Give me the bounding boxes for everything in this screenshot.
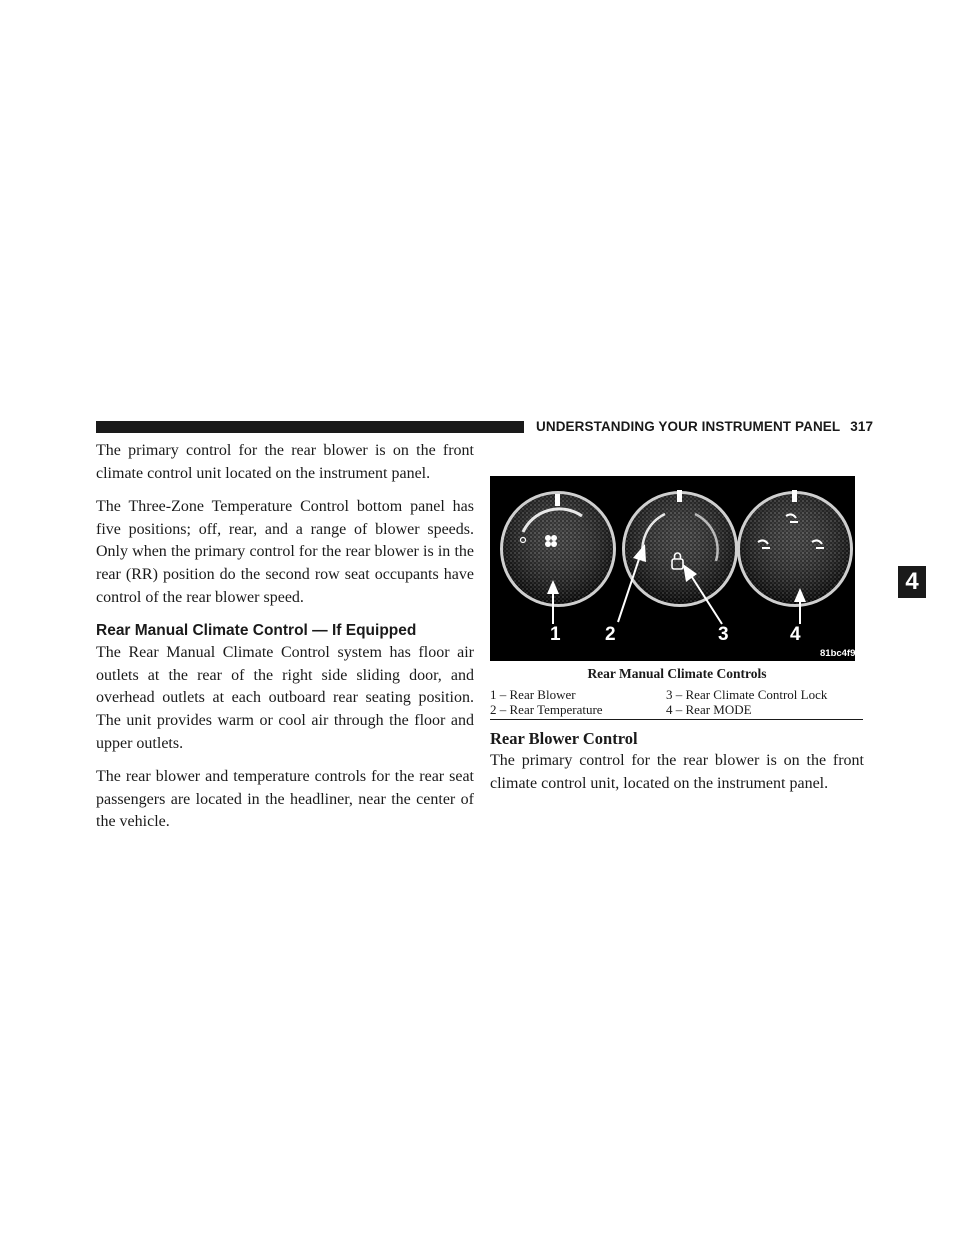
mode-knob	[737, 490, 853, 607]
blower-knob	[500, 491, 616, 607]
section-heading: Rear Manual Climate Control — If Equipped	[96, 622, 417, 640]
callout-3: 3	[718, 624, 729, 645]
climate-controls-figure	[490, 476, 861, 661]
running-header	[536, 419, 873, 434]
legend-item: 4 – Rear MODE	[666, 701, 752, 717]
legend-item: 2 – Rear Temperature	[490, 701, 603, 717]
paragraph: The primary control for the rear blower is on the front climate control unit, located on the instrument panel.	[490, 752, 864, 792]
figure-code: 81bc4f92	[820, 648, 861, 659]
right-column	[490, 728, 864, 806]
figure-caption: Rear Manual Climate Controls	[587, 666, 767, 681]
paragraph: The Rear Manual Climate Control system has floor air outlets at the rear of the right side sliding door, and overhead outlets at each outboard rear seating position. The unit provides warm or cool air through the floor and upper outlets.	[96, 644, 474, 752]
callout-1: 1	[550, 624, 561, 645]
climate-controls-illustration	[490, 476, 861, 661]
paragraph: The rear blower and temperature controls for the rear seat passengers are located in the headliner, near the center of the vehicle.	[96, 768, 474, 831]
temperature-knob	[622, 490, 738, 607]
page-number: 317	[850, 419, 874, 434]
section-title: UNDERSTANDING YOUR INSTRUMENT PANEL	[536, 419, 841, 434]
left-column	[96, 440, 474, 845]
figure-legend	[490, 688, 863, 720]
legend-item: 3 – Rear Climate Control Lock	[666, 687, 828, 702]
legend-row	[490, 703, 863, 718]
chapter-tab: 4	[898, 566, 926, 598]
header-rule	[96, 421, 524, 433]
legend-row	[490, 688, 863, 703]
paragraph: The Three-Zone Temperature Control bottom panel has five positions; off, rear, and a range of blower speeds. Only when the primary control for the rear blower is in the rear (RR) position do the second row seat occupants have control of the rear blower speed.	[96, 498, 474, 606]
callout-4: 4	[790, 624, 801, 645]
paragraph: The primary control for the rear blower is on the front climate control unit located on the instrument panel.	[96, 442, 474, 482]
callout-numbers	[550, 624, 801, 645]
legend-item: 1 – Rear Blower	[490, 687, 576, 702]
callout-2: 2	[605, 624, 616, 645]
section-heading: Rear Blower Control	[490, 729, 638, 748]
